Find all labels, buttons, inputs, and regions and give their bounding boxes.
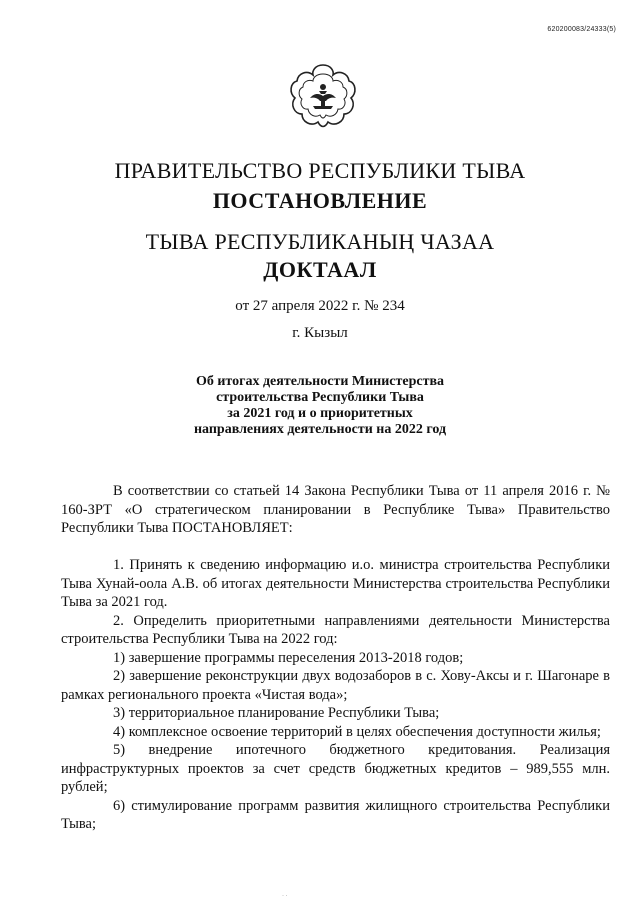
- decree-place: г. Кызыл: [292, 325, 348, 341]
- government-name-tuvan: ТЫВА РЕСПУБЛИКАНЫҢ ЧАЗАА: [145, 229, 495, 254]
- scan-mark: · ·: [282, 893, 288, 899]
- preamble-paragraph: В соответствии со статьей 14 Закона Республики Тыва от 11 апреля 2016 г. № 160-ЗРТ «О стратегическом планировании в Республике Тыва» Правительство Республики Тыва ПОСТАНОВЛЯЕТ:: [61, 483, 610, 536]
- decree-subject-line: за 2021 год и о приоритетных: [227, 406, 413, 421]
- document-registration-number: 620200083/24333(5): [547, 26, 616, 33]
- decree-subitem: 2) завершение реконструкции двух водозаборов в с. Хову-Аксы и г. Шагонаре в рамках регионального проекта «Чистая вода»;: [61, 668, 610, 703]
- government-name-russian: ПРАВИТЕЛЬСТВО РЕСПУБЛИКИ ТЫВА: [114, 158, 526, 183]
- decree-subject-line: строительства Республики Тыва: [216, 390, 424, 405]
- decree-subject-line: направлениях деятельности на 2022 год: [193, 422, 447, 437]
- preamble: [61, 482, 610, 538]
- decree-subitem: 5) внедрение ипотечного бюджетного кредитования. Реализация инфраструктурных проектов за счет средств бюджетных кредитов – 989,555 млн. рублей;: [61, 742, 610, 795]
- decree-item: 2. Определить приоритетными направлениями деятельности Министерства строительства Республики Тыва на 2022 год:: [61, 612, 610, 647]
- decree-subject: [0, 374, 640, 438]
- decree-subitem: 6) стимулирование программ развития жилищного строительства Республики Тыва;: [61, 797, 610, 832]
- tuva-emblem-icon: [286, 60, 360, 134]
- decree-subject-line: Об итогах деятельности Министерства: [195, 374, 445, 389]
- decree-type-tuvan: ДОКТААЛ: [263, 257, 377, 282]
- decree-subitem: 1) завершение программы переселения 2013-2018 годов;: [113, 649, 464, 666]
- decree-date-number: от 27 апреля 2022 г. № 234: [235, 298, 405, 314]
- decree-subitem: 4) комплексное освоение территорий в целях обеспечения доступности жилья;: [113, 723, 601, 740]
- decree-subitem: 3) территориальное планирование Республики Тыва;: [113, 705, 440, 721]
- decree-type-russian: ПОСТАНОВЛЕНИЕ: [212, 188, 428, 213]
- decree-item: 1. Принять к сведению информацию и.о. министра строительства Республики Тыва Хунай-оола А.В. об итогах деятельности Министерства строительства Республики Тыва за 2021 год.: [61, 557, 610, 610]
- decree-items: [61, 556, 610, 834]
